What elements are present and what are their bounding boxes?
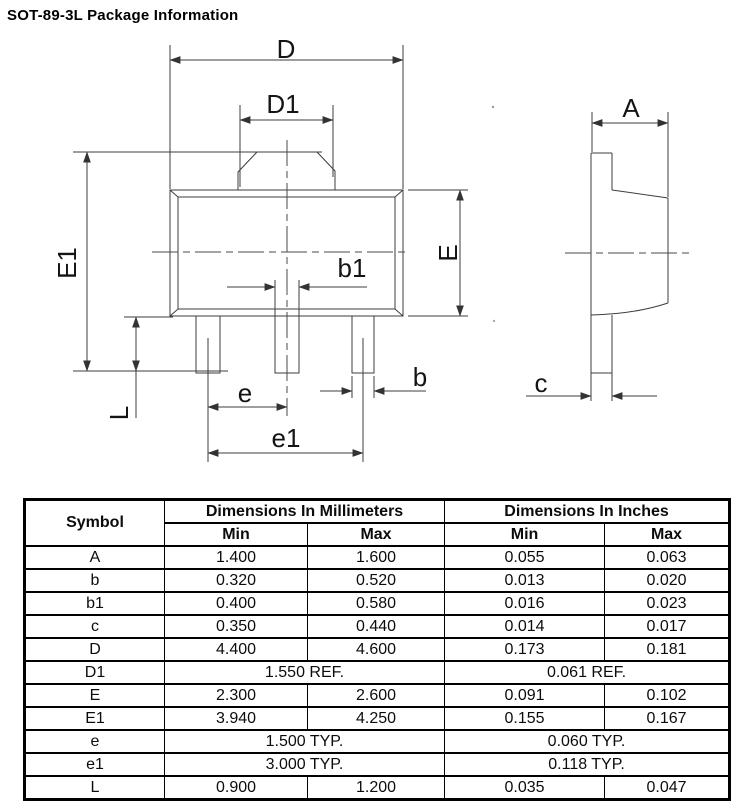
symbol-cell: e [25,730,165,753]
value-cell-span: 1.500 TYP. [165,730,445,753]
value-cell: 0.102 [605,684,730,707]
value-cell: 0.091 [445,684,605,707]
value-cell: 0.900 [165,776,308,800]
value-cell-span: 0.118 TYP. [445,753,730,776]
value-cell: 4.400 [165,638,308,661]
symbol-cell: b1 [25,592,165,615]
page-title: SOT-89-3L Package Information [7,7,239,24]
dim-label-e-height: E [433,244,463,262]
dim-label-d: D [276,34,296,64]
table-row [25,615,730,638]
value-cell: 0.400 [165,592,308,615]
dim-label-l: L [104,405,134,421]
table-row [25,569,730,592]
side-view [526,93,692,401]
side-profile-outline [591,153,668,401]
value-cell: 0.580 [308,592,445,615]
value-cell: 0.035 [445,776,605,800]
dim-label-b: b [412,362,428,392]
table-row [25,684,730,707]
value-cell: 1.200 [308,776,445,800]
table-row [25,753,730,776]
dimensions-table-wrap [23,498,728,801]
dimension-e [208,378,287,408]
table-row [25,638,730,661]
value-cell: 0.520 [308,569,445,592]
scan-speck [492,106,494,108]
value-cell: 0.350 [165,615,308,638]
dim-label-d1: D1 [266,89,300,119]
symbol-cell: E1 [25,707,165,730]
value-cell: 3.940 [165,707,308,730]
dim-label-b1: b1 [337,253,367,283]
table-row [25,776,730,800]
symbol-cell: E [25,684,165,707]
dimension-L [104,317,173,420]
value-cell-span: 0.060 TYP. [445,730,730,753]
dim-label-c: c [534,368,548,398]
table-row [25,730,730,753]
value-cell: 0.155 [445,707,605,730]
front-view [52,34,468,462]
value-cell: 0.020 [605,569,730,592]
scan-speck [493,320,495,322]
table-row [25,546,730,569]
dimension-e1 [208,423,363,453]
value-cell: 1.400 [165,546,308,569]
dimension-b1 [227,253,367,287]
table-row [25,661,730,684]
value-cell: 0.014 [445,615,605,638]
value-cell: 0.047 [605,776,730,800]
value-cell: 0.023 [605,592,730,615]
header-symbol: Symbol [25,500,165,547]
value-cell: 2.300 [165,684,308,707]
dim-label-e1-body: E1 [52,247,82,279]
symbol-cell: e1 [25,753,165,776]
symbol-cell: A [25,546,165,569]
value-cell: 0.440 [308,615,445,638]
header-mm-group: Dimensions In Millimeters [165,500,445,524]
header-mm-min: Min [165,523,308,546]
value-cell-span: 3.000 TYP. [165,753,445,776]
table-row [25,707,730,730]
header-mm-max: Max [308,523,445,546]
symbol-cell: D [25,638,165,661]
symbol-cell: D1 [25,661,165,684]
symbol-cell: c [25,615,165,638]
dim-label-a: A [622,93,640,123]
value-cell: 4.250 [308,707,445,730]
dimensions-table [23,498,731,801]
value-cell: 1.600 [308,546,445,569]
symbol-cell: b [25,569,165,592]
table-row [25,592,730,615]
value-cell: 0.055 [445,546,605,569]
value-cell: 0.016 [445,592,605,615]
dimension-A [592,93,668,197]
header-inch-group: Dimensions In Inches [445,500,730,524]
dim-label-e1-pitch: e1 [271,423,301,453]
value-cell: 2.600 [308,684,445,707]
dimension-E1 [52,152,322,371]
value-cell: 0.013 [445,569,605,592]
symbol-cell: L [25,776,165,800]
value-cell: 0.167 [605,707,730,730]
dimension-E [408,190,468,316]
value-cell: 0.017 [605,615,730,638]
dim-label-e-pitch: e [237,378,253,408]
value-cell: 0.320 [165,569,308,592]
value-cell-span: 0.061 REF. [445,661,730,684]
value-cell: 0.173 [445,638,605,661]
value-cell: 0.181 [605,638,730,661]
table-header-row-groups [25,500,730,524]
header-in-max: Max [605,523,730,546]
value-cell: 0.063 [605,546,730,569]
value-cell-span: 1.550 REF. [165,661,445,684]
header-in-min: Min [445,523,605,546]
value-cell: 4.600 [308,638,445,661]
